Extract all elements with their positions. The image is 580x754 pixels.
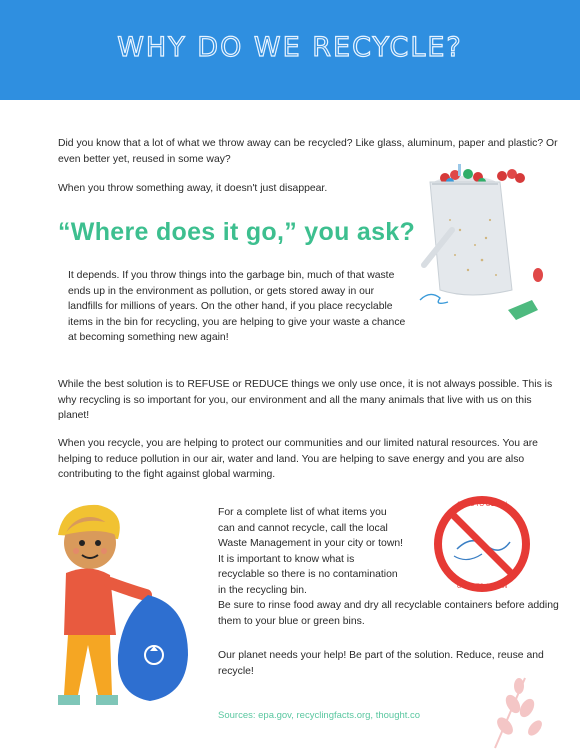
sign-top-text: GOES TO OCEAN — [456, 502, 508, 508]
header-banner — [0, 0, 580, 100]
body-paragraph-1: While the best solution is to REFUSE or REDUCE things we only use once, it is not always possible. This is why recycling is so important for you, our environment and all the many animals that live with us on this planet! — [58, 379, 553, 421]
intro-paragraph-1: Did you know that a lot of what we throw away can be recycled? Like glass, aluminum, paper and plastic? Or even better yet, reused in some way? — [58, 138, 558, 165]
body-paragraph-2: When you recycle, you are helping to protect our communities and our limited natural resources. You are helping to reduce pollution in our air, water and land. You are helping to save energy and you are also contributing to the fight against global warming. — [58, 438, 538, 480]
leaf-sprig-decoration — [475, 668, 565, 748]
closing-paragraph: Our planet needs your help! Be part of the solution. Reduce, reuse and recycle! — [218, 650, 544, 677]
page-title: WHY DO WE RECYCLE? — [117, 32, 463, 63]
list-info-paragraph: For a complete list of what items you can and cannot recycle, call the local Waste Management in your city or town! It is important to know what is recyclable so there is no contamination in the recycling bin. — [218, 507, 403, 596]
sign-bottom-text: GOES TO OCEAN — [456, 584, 508, 590]
subheading: “Where does it go,” you ask? — [58, 218, 416, 246]
child-with-recycling-bag-illustration — [38, 495, 208, 735]
trash-bin-illustration — [420, 160, 560, 330]
intro-paragraph-2: When you throw something away, it doesn't just disappear. — [58, 183, 328, 194]
sources-line: Sources: epa.gov, recyclingfacts.org, thought.co — [218, 710, 421, 721]
no-ocean-waste-sign — [432, 494, 532, 594]
rinse-paragraph: Be sure to rinse food away and dry all recyclable containers before adding them to your blue or green bins. — [218, 600, 559, 627]
depends-paragraph: It depends. If you throw things into the garbage bin, much of that waste ends up in the environment as pollution, or gets stored away in our landfills for millions of years. On the other hand, if you place recyclable items in the bin for recycling, you are helping to give your waste a chance at becoming something new again! — [68, 270, 406, 343]
